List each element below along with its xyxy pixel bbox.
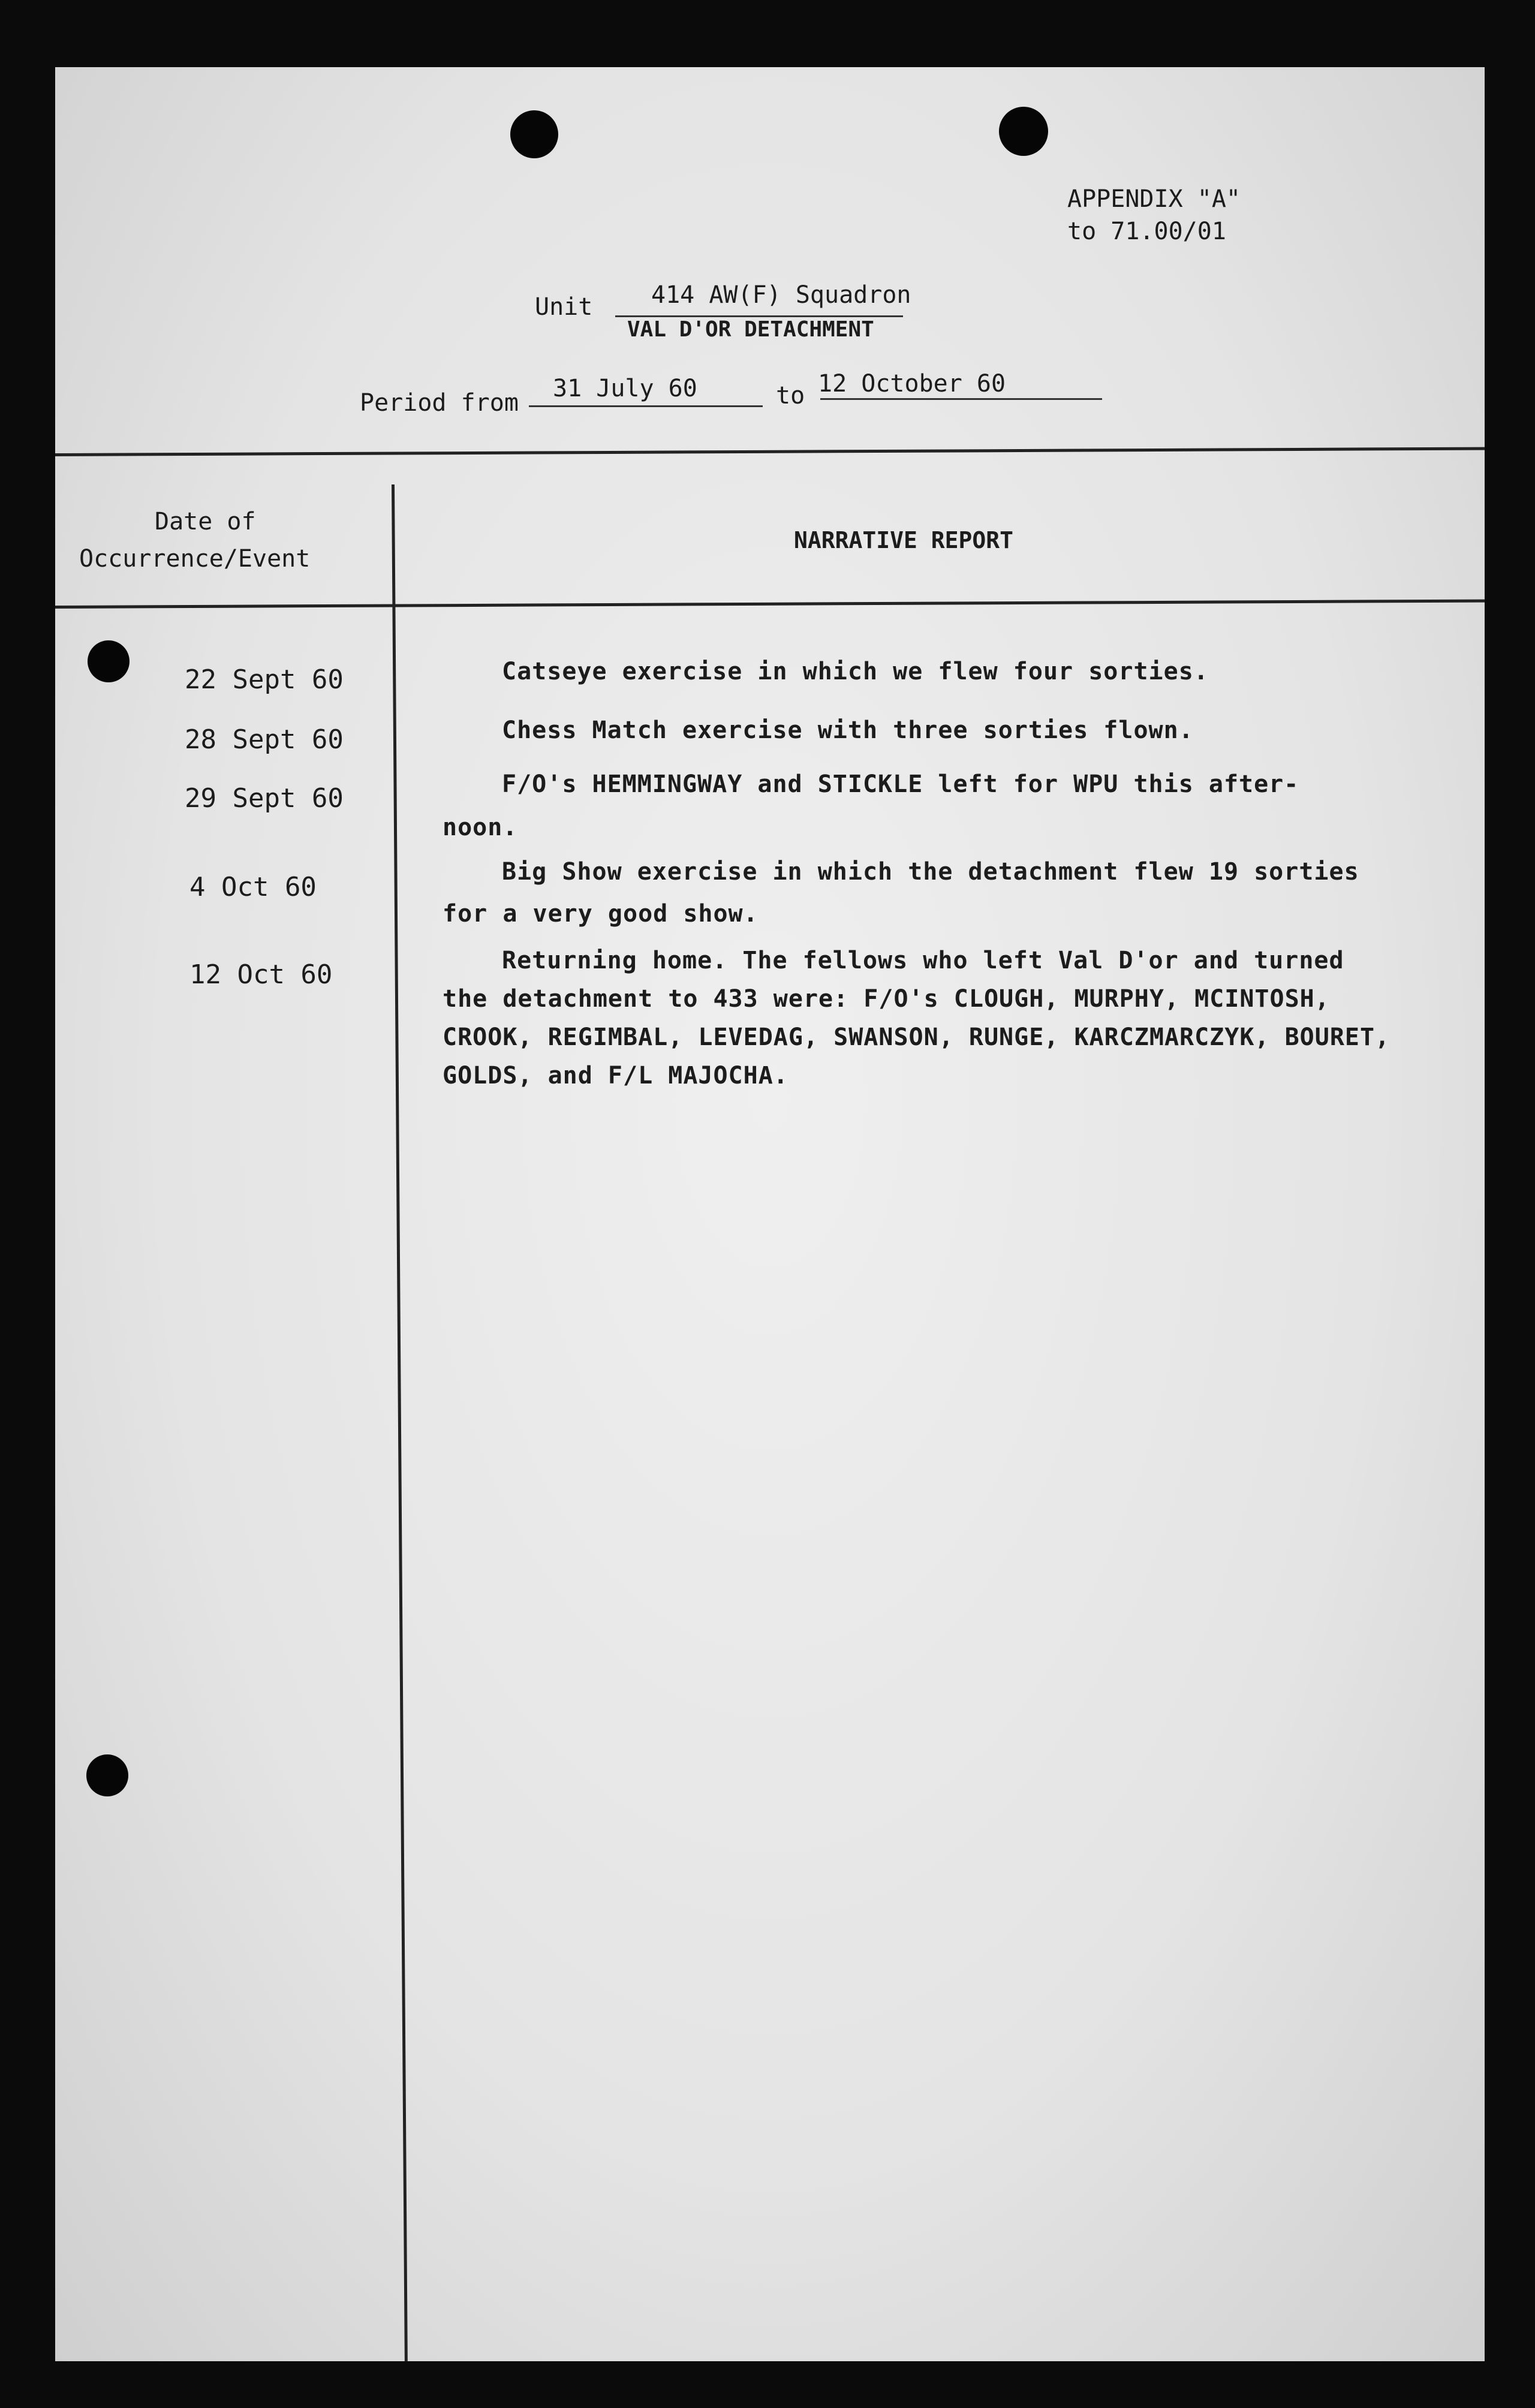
punch-hole-side-upper bbox=[88, 640, 130, 682]
unit-value: 414 AW(F) Squadron bbox=[651, 281, 911, 309]
entry-date: 28 Sept 60 bbox=[185, 724, 344, 755]
entry-date: 12 Oct 60 bbox=[189, 959, 333, 990]
entry-date: 22 Sept 60 bbox=[185, 664, 344, 695]
entry-line: Catseye exercise in which we flew four sorties. bbox=[502, 658, 1209, 685]
entry-line: for a very good show. bbox=[443, 900, 759, 928]
punch-hole-side-lower bbox=[86, 1754, 128, 1796]
period-from-underline bbox=[529, 405, 763, 407]
entry-date: 4 Oct 60 bbox=[189, 872, 317, 902]
punch-hole-top-left bbox=[510, 110, 558, 158]
period-from: 31 July 60 bbox=[553, 375, 697, 402]
narrative-column-header: NARRATIVE REPORT bbox=[794, 527, 1014, 553]
entry-date: 29 Sept 60 bbox=[185, 783, 344, 814]
entry-line: Returning home. The fellows who left Val D'or and turned bbox=[502, 947, 1344, 974]
entry-line: GOLDS, and F/L MAJOCHA. bbox=[443, 1062, 788, 1089]
period-to-label: to bbox=[776, 382, 805, 410]
date-column-header-line2: Occurrence/Event bbox=[79, 545, 311, 573]
period-label: Period from bbox=[360, 389, 519, 417]
date-column-header-line1: Date of bbox=[155, 508, 256, 535]
punch-hole-top-right bbox=[999, 107, 1048, 156]
entry-line: F/O's HEMMINGWAY and STICKLE left for WPU this after- bbox=[502, 770, 1299, 798]
column-divider bbox=[392, 484, 408, 2361]
entry-line: CROOK, REGIMBAL, LEVEDAG, SWANSON, RUNGE, KARCZMARCZYK, BOURET, bbox=[443, 1024, 1390, 1051]
document-page bbox=[55, 67, 1485, 2361]
entry-line: Big Show exercise in which the detachment flew 19 sorties bbox=[502, 858, 1359, 886]
entry-line: Chess Match exercise with three sorties flown. bbox=[502, 717, 1194, 744]
period-to: 12 October 60 bbox=[818, 370, 1006, 398]
entry-line: the detachment to 433 were: F/O's CLOUGH, MURPHY, MCINTOSH, bbox=[443, 985, 1330, 1013]
unit-label: Unit bbox=[535, 293, 593, 321]
appendix-title: APPENDIX "A" bbox=[1067, 185, 1241, 213]
detachment-name: VAL D'OR DETACHMENT bbox=[627, 317, 874, 342]
period-to-underline bbox=[820, 398, 1102, 400]
header-bottom-rule bbox=[55, 600, 1485, 609]
appendix-reference: to 71.00/01 bbox=[1067, 218, 1226, 245]
entry-line: noon. bbox=[443, 814, 518, 841]
table-top-rule bbox=[55, 447, 1485, 456]
